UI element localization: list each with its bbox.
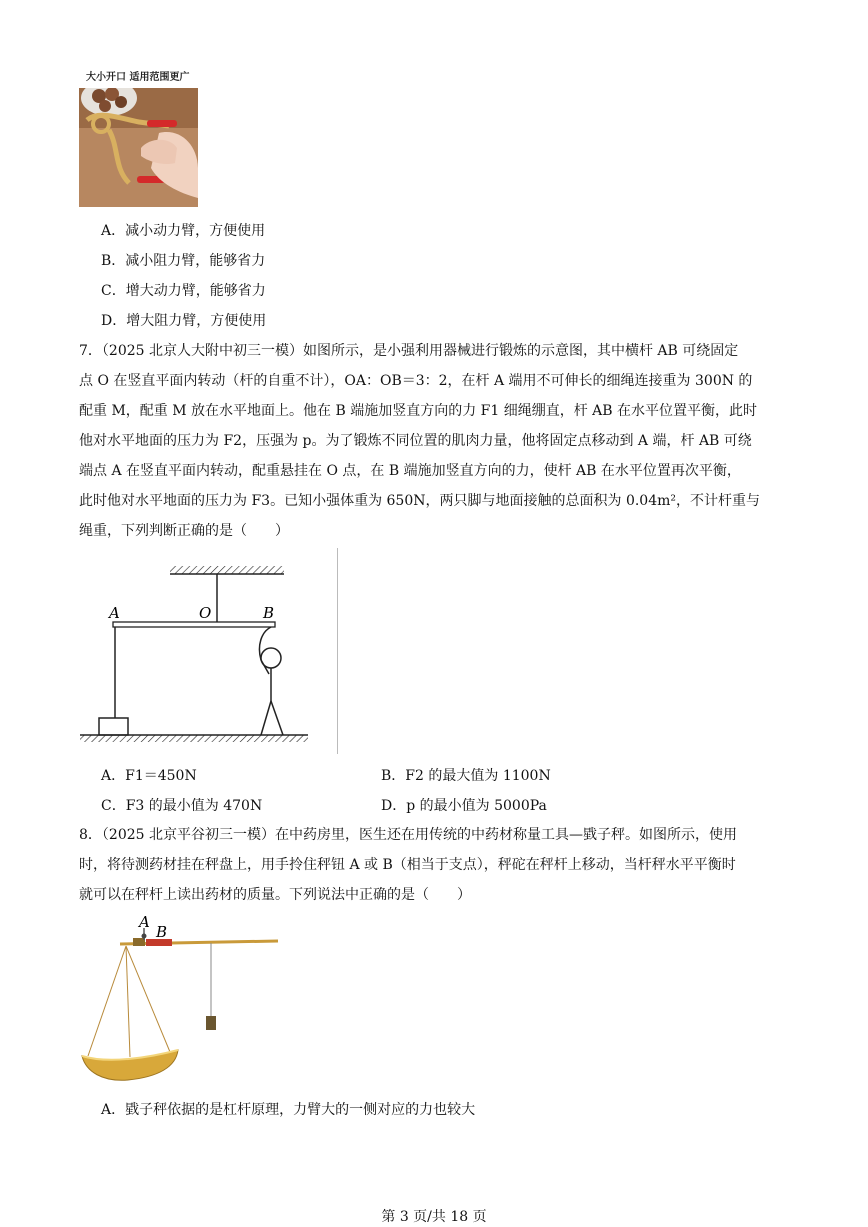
figure-divider (337, 548, 338, 754)
nutcracker-photo (79, 88, 198, 207)
q8-stem: 8．（2025 北京平谷初三一模）在中药房里，医生还在用传统的中药材称量工具—戥子秤。如图所示，使用 时，将待测药材挂在秤盘上，用手拎住秤钮 A 或 B（相当于支点），秤砣在秤杆上移动，当杆秤水平平衡时 就可以在秤杆上读出药材的质量。下列说法中正确的是（ ） (79, 827, 737, 903)
q7-option-a: A．F1＝450N (101, 768, 197, 784)
label-b: B (156, 923, 168, 941)
q6-option-d: D．增大阻力臂，方便使用 (101, 313, 267, 329)
q7-option-d: D．p 的最小值为 5000Pa (381, 798, 547, 814)
steelyard-scale-photo (78, 912, 283, 1087)
q7-option-b: B．F2 的最大值为 1100N (381, 768, 551, 784)
label-b: B (263, 604, 275, 622)
label-o: O (199, 604, 212, 622)
image-caption: 大小开口 适用范围更广 (86, 72, 190, 83)
q6-option-c: C．增大动力臂，能够省力 (101, 283, 266, 299)
q7-option-c: C．F3 的最小值为 470N (101, 798, 263, 814)
q7-lever-diagram (75, 546, 345, 756)
q7-stem: 7．（2025 北京人大附中初三一模）如图所示，是小强利用器械进行锻炼的示意图，其中横杆 AB 可绕固定 点 O 在竖直平面内转动（杆的自重不计），OA：OB＝3：2，在杆 A 端用不可伸长的细绳连接重为 300N 的 配重 M，配重 M 放在水平地面上。他在 B 端施加竖直方向的力 F1 细绳绷直，杆 AB 在水平位置平衡，此时 他对水平地面的压力为 F2，压强为 p。为了锻炼不同位置的肌肉力量，他将固定点移动到 A 端，杆 AB 可绕 端点 A 在竖直平面内转动，配重悬挂在 O 点，在 B 端施加竖直方向的力，使杆 AB 在水平位置再次平衡， 此时他对水平地面的压力为 F3。已知小强体重为 650N，两只脚与地面接触的总面积为 0.04m²，不计杆重与 绳重，下列判断正确的是（ ） (79, 343, 761, 539)
page-footer: 第 3 页/共 18 页 (381, 1209, 487, 1225)
label-a: A (139, 913, 150, 931)
label-a: A (109, 604, 120, 622)
q6-option-a: A．减小动力臂，方便使用 (101, 223, 266, 239)
q8-option-a: A．戥子秤依据的是杠杆原理，力臂大的一侧对应的力也较大 (101, 1102, 476, 1118)
q6-option-b: B．减小阻力臂，能够省力 (101, 253, 266, 269)
